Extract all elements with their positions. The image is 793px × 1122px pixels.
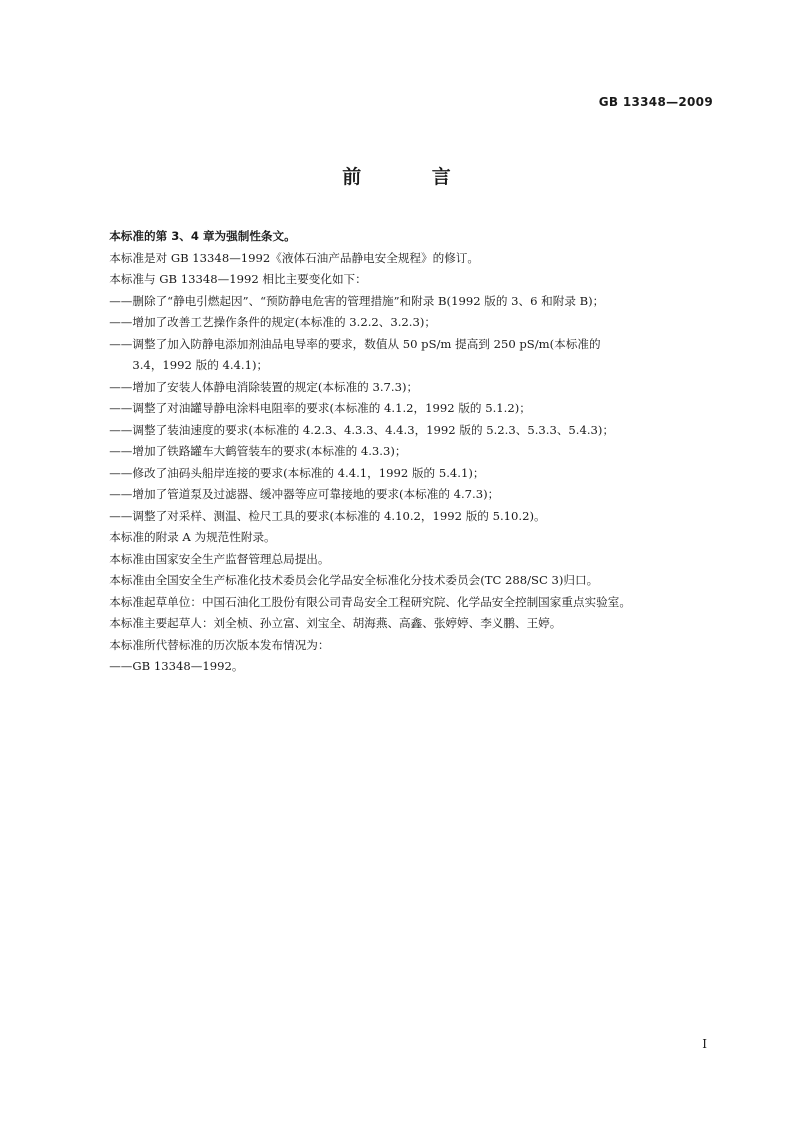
- change-item: ——增加了管道泵及过滤器、缓冲器等应可靠接地的要求(本标准的 4.7.3)；: [109, 487, 500, 501]
- change-item: ——调整了对采样、测温、检尺工具的要求(本标准的 4.10.2，1992 版的 5.10.2)。: [109, 508, 546, 523]
- standard-code: GB 13348—2009: [598, 95, 713, 109]
- change-item: ——调整了装油速度的要求(本标准的 4.2.3、4.3.3、4.4.3，1992 版的 5.2.3、5.3.3、5.4.3)；: [109, 422, 615, 437]
- page-title: 前 言: [342, 166, 483, 188]
- history-intro: 本标准所代替标准的历次版本发布情况为：: [109, 637, 330, 652]
- committee-statement: 本标准由全国安全生产标准化技术委员会化学品安全标准化分技术委员会(TC 288/SC 3)归口。: [109, 573, 599, 587]
- change-item: ——调整了加入防静电添加剂油品电导率的要求，数值从 50 pS/m 提高到 250 pS/m(本标准的 3.4，1992 版的 4.4.1)；: [86, 334, 716, 377]
- change-item: ——修改了油码头船岸连接的要求(本标准的 4.4.1，1992 版的 5.4.1)；: [109, 465, 485, 480]
- changes-intro: 本标准与 GB 13348—1992 相比主要变化如下：: [109, 272, 367, 286]
- proposer-statement: 本标准由国家安全生产监督管理总局提出。: [109, 551, 330, 566]
- revision-statement: 本标准是对 GB 13348—1992《液体石油产品静电安全规程》的修订。: [109, 250, 479, 265]
- change-item: ——删除了“静电引燃起因”、“预防静电危害的管理措施”和附录 B(1992 版的 3、6 和附录 B)；: [109, 293, 605, 308]
- page-number: I: [702, 1037, 707, 1051]
- change-item: ——增加了安装人体静电消除装置的规定(本标准的 3.7.3)；: [109, 379, 419, 394]
- change-item: ——增加了改善工艺操作条件的规定(本标准的 3.2.2、3.2.3)；: [109, 315, 436, 329]
- mandatory-clause-statement: 本标准的第 3、4 章为强制性条文。: [109, 229, 296, 243]
- drafting-units: 本标准起草单位：中国石油化工股份有限公司青岛安全工程研究院、化学品安全控制国家重点实验室。: [109, 594, 631, 609]
- history-item: ——GB 13348—1992。: [109, 659, 244, 673]
- drafters: 本标准主要起草人：刘全桢、孙立富、刘宝全、胡海燕、高鑫、张婷婷、李义鹏、王婷。: [109, 616, 562, 630]
- change-item: ——调整了对油罐导静电涂料电阻率的要求(本标准的 4.1.2，1992 版的 5.1.2)；: [109, 401, 531, 415]
- foreword-body: [86, 226, 716, 678]
- appendix-statement: 本标准的附录 A 为规范性附录。: [109, 530, 276, 544]
- change-item-continuation: 3.4，1992 版的 4.4.1)；: [132, 358, 269, 372]
- change-item: ——增加了铁路罐车大鹤管装车的要求(本标准的 4.3.3)；: [109, 444, 407, 458]
